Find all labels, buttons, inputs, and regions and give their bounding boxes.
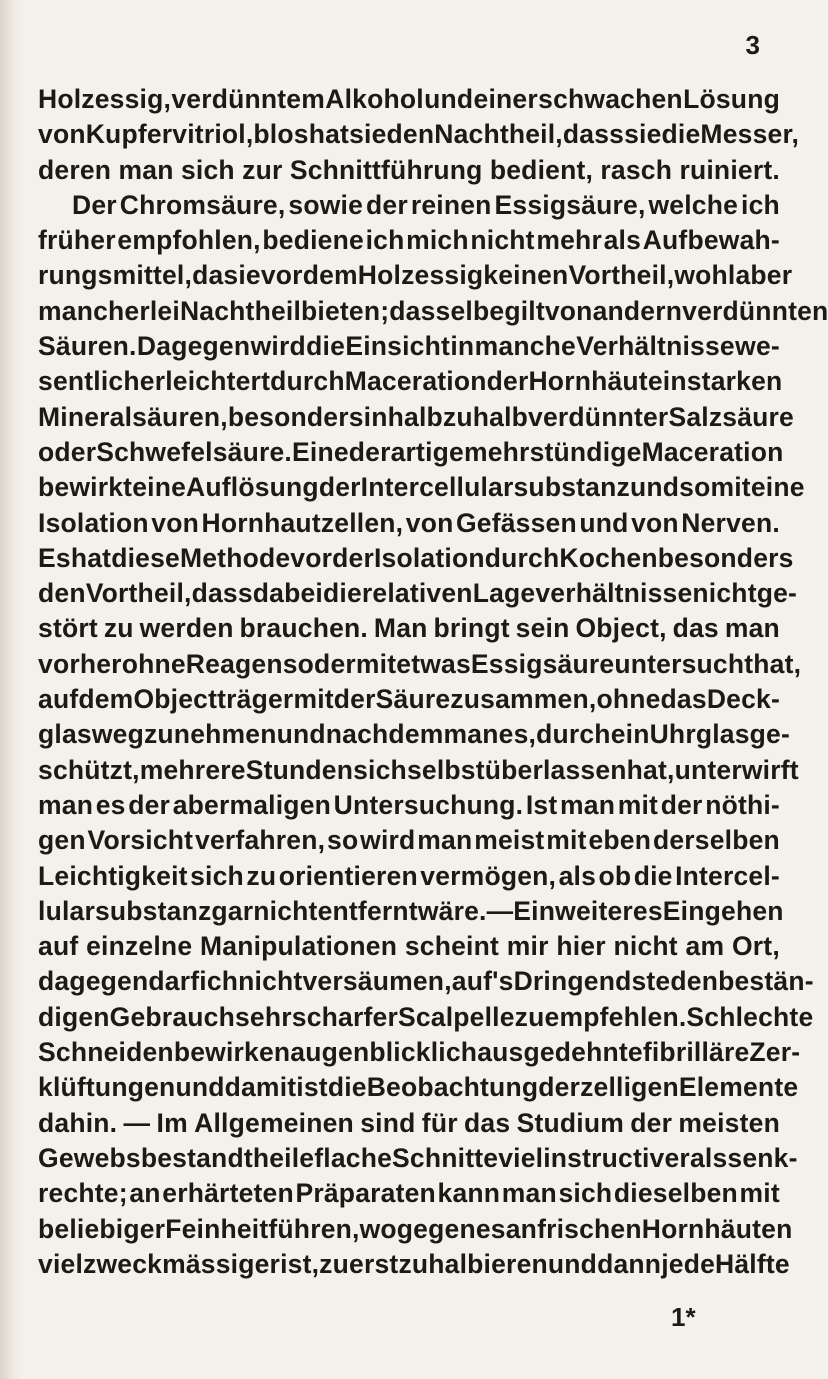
text-line: rungsmittel, da sie vor dem Holzessig keinen Vortheil, wohl aber — [38, 260, 793, 291]
text-line: man es der abermaligen Untersuchung. Ist man mit der nöthi- — [38, 789, 780, 820]
text-line: auf einzelne Manipulationen scheint mir hier nicht am Ort, — [38, 931, 780, 962]
text-line: den Vortheil, dass dabei die relativen Lageverhältnisse nicht ge- — [38, 578, 798, 609]
signature-mark: 1* — [671, 1302, 696, 1332]
text-line: sentlich erleichtert durch Maceration der Hornhäute in starken — [38, 366, 783, 397]
text-line: Leichtigkeit sich zu orientieren vermögen, als ob die Intercel- — [38, 860, 780, 891]
text-line: Mineralsäuren, besonders in halb zu halb verdünnter Salzsäure — [38, 401, 794, 432]
text-line: dahin. — Im Allgemeinen sind für das Studium der meisten — [38, 1107, 780, 1138]
text-line: rechte; an erhärteten Präparaten kann man sich dieselben mit — [38, 1178, 780, 1209]
text-line: deren man sich zur Schnittführung bedient, rasch ruiniert. — [38, 154, 780, 185]
text-line: klüftungen und damit ist die Beobachtung der zelligen Elemente — [38, 1072, 799, 1103]
text-line: gen Vorsicht verfahren, so wird man meist mit eben derselben — [38, 825, 780, 856]
text-line: Schneiden bewirken augenblicklich ausgedehnte fibrilläre Zer- — [38, 1037, 801, 1068]
text-line: glas wegzunehmen und nachdem man es, durch ein Uhrglas ge- — [38, 719, 791, 750]
text-line: schützt, mehrere Stunden sich selbst überlassen hat, unterwirft — [38, 754, 799, 785]
text-line: vorher ohne Reagens oder mit etwas Essigsäure untersucht hat, — [38, 648, 802, 679]
page-edge-shadow — [0, 0, 22, 1379]
text-line: dagegen darf ich nicht versäumen, auf's Dringendste den bestän- — [38, 966, 814, 997]
text-line: oder Schwefelsäure. Eine derartige mehrstündige Maceration — [38, 436, 784, 467]
text-line: viel zweckmässiger ist, zuerst zu halbieren und dann jede Hälfte — [38, 1248, 790, 1279]
body-text — [38, 82, 828, 1282]
text-line: beliebiger Feinheit führen, wogegen es an frischen Hornhäuten — [38, 1213, 793, 1244]
text-line: Es hat diese Methode vor der Isolation durch Kochen besonders — [38, 542, 794, 573]
text-line: Der Chromsäure, sowie der reinen Essigsäure, welche ich — [72, 189, 780, 220]
text-line: Säuren. Dagegen wird die Einsicht in manche Verhältnisse we- — [38, 331, 780, 362]
text-line: auf dem Objectträger mit der Säure zusammen, ohne das Deck- — [38, 684, 780, 715]
text-line: digen Gebrauch sehr scharfer Scalpelle zu empfehlen. Schlechte — [38, 1001, 814, 1032]
text-line: Gewebsbestandtheile flache Schnitte viel instructiver als senk- — [38, 1142, 798, 1173]
text-line: Holzessig, verdünntem Alkohol und einer schwachen Lösung — [38, 84, 780, 114]
text-line: von Kupfervitriol, blos hat sie den Nachtheil, dass sie die Messer, — [38, 119, 800, 150]
text-line: bewirkt eine Auflösung der Intercellularsubstanz und somit eine — [38, 472, 805, 503]
text-line: mancherlei Nachtheil bieten; dasselbe gilt von andern verdünnten — [38, 295, 828, 326]
text-line: früher empfohlen, bediene ich mich nicht mehr als Aufbewah- — [38, 225, 780, 256]
page-number: 3 — [745, 30, 760, 60]
text-line: Isolation von Hornhautzellen, von Gefässen und von Nerven. — [38, 507, 780, 538]
text-line: lularsubstanz gar nicht entfernt wäre. — Ein weiteres Eingehen — [38, 895, 784, 926]
text-line: stört zu werden brauchen. Man bringt sein Object, das man — [38, 613, 780, 644]
